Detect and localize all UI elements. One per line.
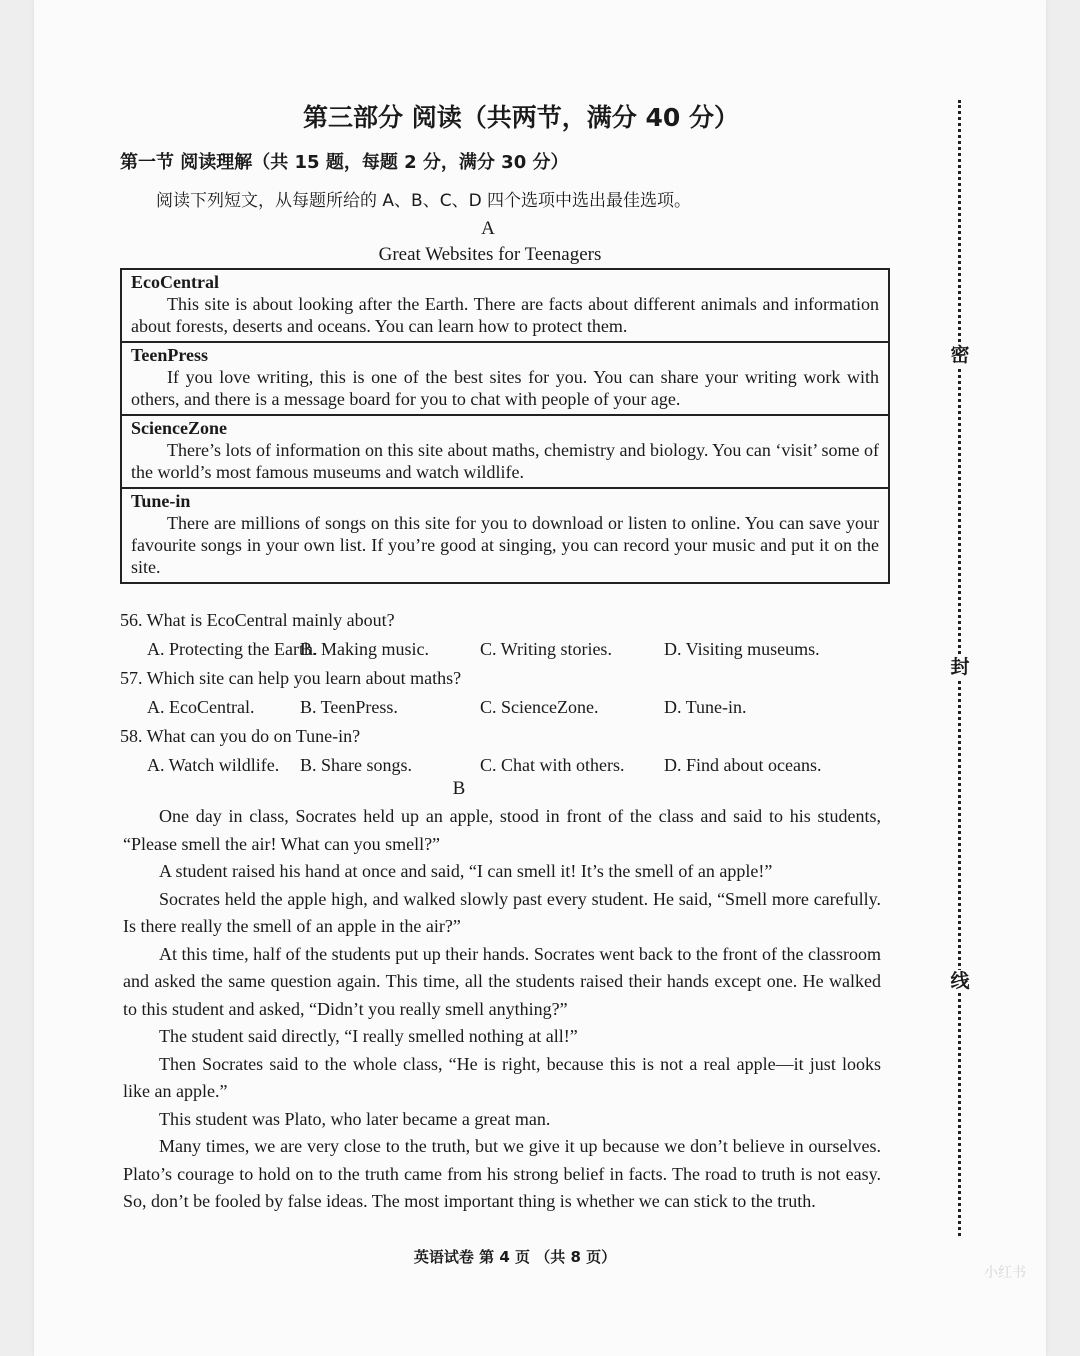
passage-paragraph: This student was Plato, who later became a great man. [159, 1108, 551, 1129]
page-footer: 英语试卷 第 4 页 （共 8 页） [413, 1248, 617, 1266]
watermark: 小红书 [984, 1265, 1026, 1281]
passage-a-label: A [481, 218, 495, 239]
question-58 [120, 722, 900, 780]
binding-label-feng: 封 [947, 656, 973, 678]
option-c: C. ScienceZone. [480, 697, 599, 717]
passage-paragraph: Then Socrates said to the whole class, “He is right, because this is not a real apple—it just looks like an apple.” [123, 1053, 881, 1101]
option-b: B. Making music. [300, 639, 429, 659]
passage-a-title: Great Websites for Teenagers [378, 244, 602, 265]
option-d: D. Tune-in. [664, 697, 747, 717]
passage-paragraph: A student raised his hand at once and said, “I can smell it! It’s the smell of an apple!” [159, 861, 773, 881]
passage-paragraph: The student said directly, “I really smelled nothing at all!” [159, 1026, 578, 1046]
passage-paragraph: At this time, half of the students put up their hands. Socrates went back to the front of the classroom and asked the same question again. This time, all the students raised their hands except one. He walked to this student and asked, “Didn’t you really smell anything?” [123, 943, 881, 1019]
site-name: ScienceZone [131, 418, 227, 438]
passage-b-label: B [452, 778, 466, 799]
site-row-teenpress [122, 341, 888, 414]
site-description: If you love writing, this is one of the best sites for you. You can share your writing work with others, and there is a message board for you to chat with people of your age. [131, 367, 879, 409]
binding-label-mi: 密 [947, 344, 973, 366]
passage-b [123, 803, 881, 1216]
option-d: D. Find about oceans. [664, 755, 822, 775]
site-name: EcoCentral [131, 272, 219, 292]
question-stem: 57. Which site can help you learn about maths? [120, 668, 462, 688]
question-list [120, 606, 900, 780]
question-56 [120, 606, 900, 664]
instructions: 阅读下列短文，从每题所给的 A、B、C、D 四个选项中选出最佳选项。 [156, 191, 692, 211]
site-description: There’s lots of information on this site about maths, chemistry and biology. You can ‘visit’ some of the world’s most famous museums and watch wildlife. [131, 440, 879, 482]
exam-page [34, 0, 1046, 1356]
site-name: TeenPress [131, 345, 209, 365]
option-b: B. Share songs. [300, 755, 412, 775]
question-options [120, 635, 900, 664]
question-57 [120, 664, 900, 722]
site-description: This site is about looking after the Earth. There are facts about different animals and information about forests, deserts and oceans. You can learn how to protect them. [131, 294, 879, 336]
site-name: Tune-in [131, 491, 191, 511]
option-b: B. TeenPress. [300, 697, 398, 717]
site-row-ecocentral [122, 270, 888, 341]
websites-table [120, 268, 890, 584]
question-options [120, 693, 900, 722]
option-a: A. Protecting the Earth. [147, 639, 318, 659]
option-a: A. EcoCentral. [147, 697, 255, 717]
option-d: D. Visiting museums. [664, 639, 820, 659]
passage-paragraph: Socrates held the apple high, and walked slowly past every student. He said, “Smell more carefully. Is there really the smell of an apple in the air?” [123, 888, 881, 936]
question-stem: 56. What is EcoCentral mainly about? [120, 610, 395, 630]
part-title: 第三部分 阅读（共两节，满分 40 分） [303, 103, 739, 132]
question-options [120, 751, 900, 780]
binding-label-xian: 线 [947, 970, 973, 992]
option-c: C. Chat with others. [480, 755, 625, 775]
option-a: A. Watch wildlife. [147, 755, 280, 775]
site-row-sciencezone [122, 414, 888, 487]
passage-paragraph: One day in class, Socrates held up an apple, stood in front of the class and said to his students, “Please smell the air! What can you smell?” [123, 806, 881, 854]
option-c: C. Writing stories. [480, 639, 612, 659]
passage-paragraph: Many times, we are very close to the truth, but we give it up because we don’t believe in ourselves. Plato’s courage to hold on to the truth came from his strong belief in facts. The road to truth is not easy. So, don’t be fooled by false ideas. The most important thing is whether we can stick to the truth. [123, 1136, 881, 1211]
site-description: There are millions of songs on this site for you to download or listen to online. You can save your favourite songs in your own list. If you’re good at singing, you can record your music and put it on the site. [131, 513, 879, 577]
question-stem: 58. What can you do on Tune-in? [120, 726, 361, 746]
section-title: 第一节 阅读理解（共 15 题，每题 2 分，满分 30 分） [120, 152, 569, 173]
site-row-tune-in [122, 487, 888, 582]
